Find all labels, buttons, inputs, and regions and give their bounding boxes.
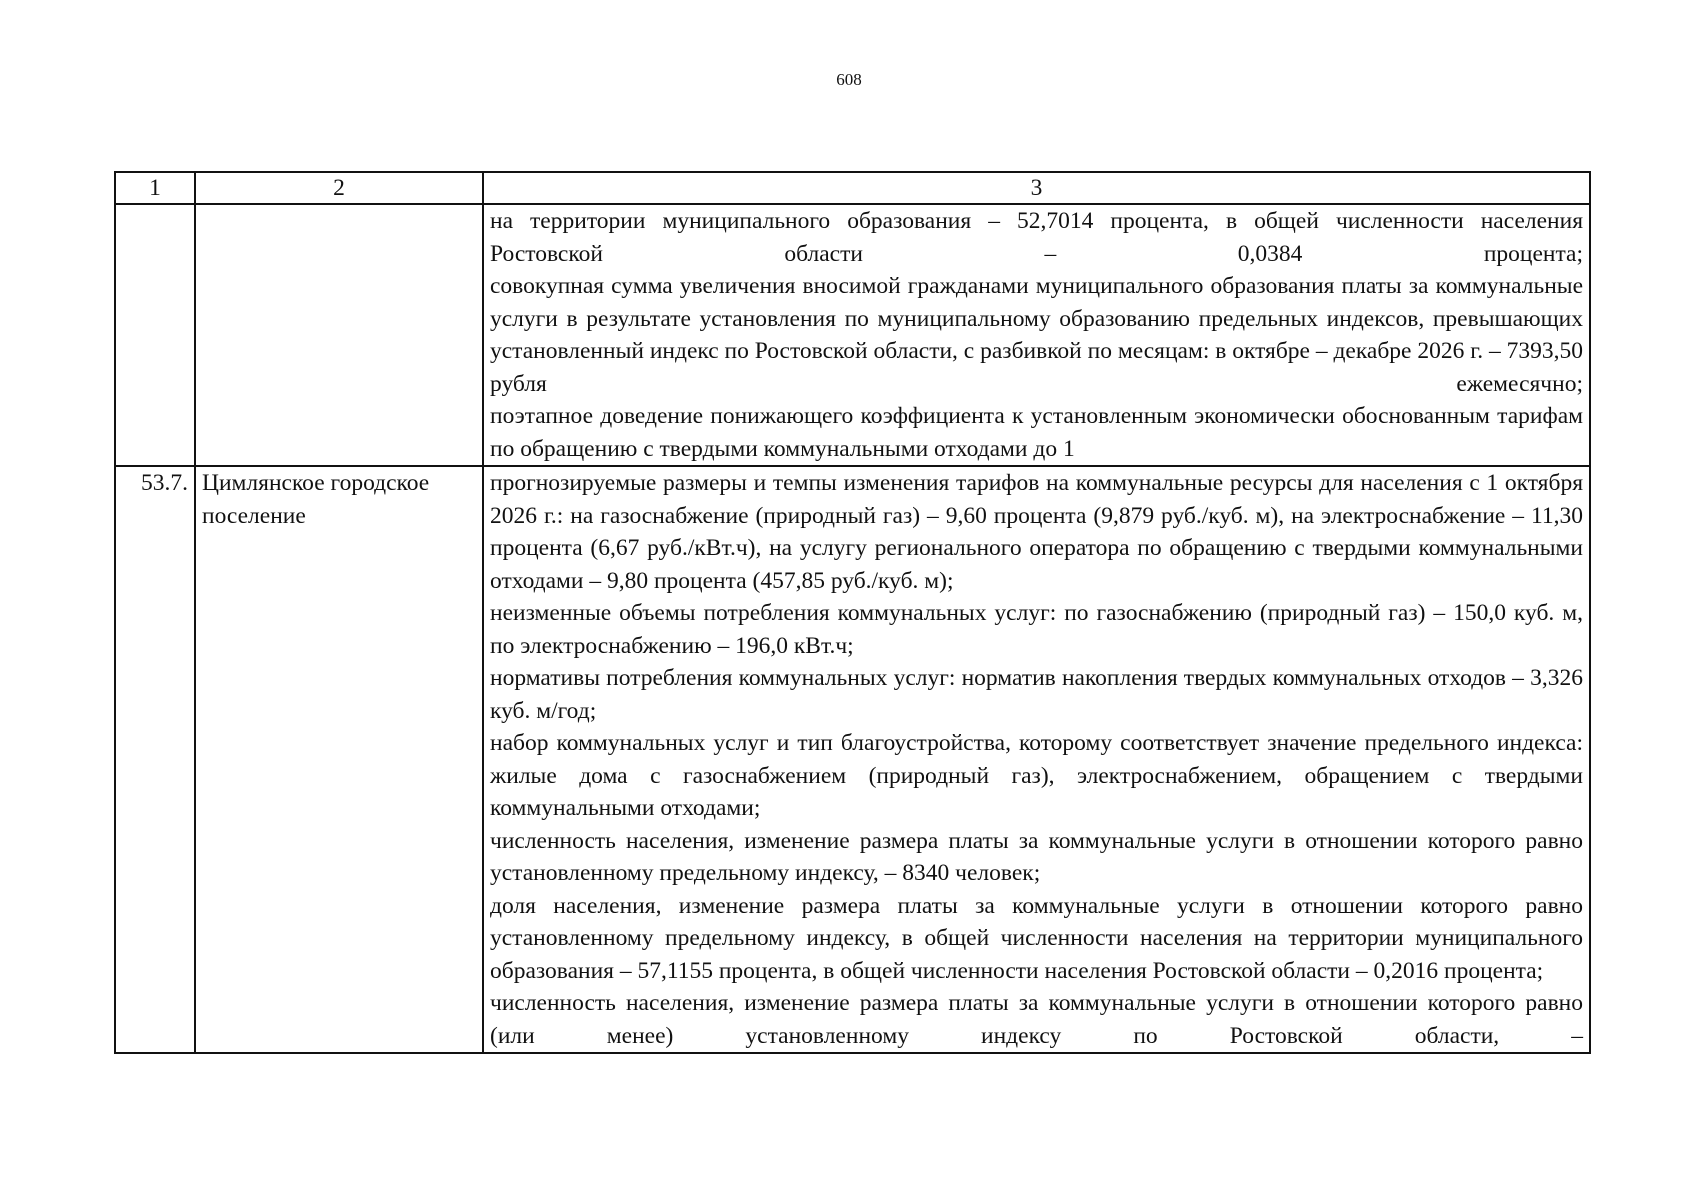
tariff-table — [114, 171, 1591, 1054]
table-header-row — [115, 172, 1590, 204]
column-header-1: 1 — [115, 172, 195, 204]
column-header-2: 2 — [195, 172, 483, 204]
page-number: 608 — [836, 70, 862, 89]
description-paragraph: набор коммунальных услуг и тип благоустройства, которому соответствует значение предельного индекса: жилые дома с газоснабжением (природный газ), электроснабжением, обращением с твердыми коммунальными отходами; — [490, 730, 1583, 821]
description-paragraph: численность населения, изменение размера платы за коммунальные услуги в отношении которого равно установленному предельному индексу, – 8340 человек; — [490, 827, 1583, 886]
description-paragraph: совокупная сумма увеличения вносимой гражданами муниципального образования платы за коммунальные услуги в результате установления по муниципальному образованию предельных индексов, превышающих установленный индекс по Ростовской области, с разбивкой по месяцам: в октябре – декабре 2026 г. – 7393,50 рубля ежемесячно; — [490, 273, 1583, 397]
description-paragraph: поэтапное доведение понижающего коэффициента к установленным экономически обоснованным тарифам по обращению с твердыми коммунальными отходами до 1 — [490, 403, 1583, 462]
municipality-name: Цимлянское городское поселение — [195, 466, 483, 1053]
table-row — [115, 204, 1590, 466]
municipality-name — [195, 204, 483, 466]
row-number — [115, 204, 195, 466]
row-description — [483, 466, 1590, 1053]
description-paragraph: нормативы потребления коммунальных услуг: норматив накопления твердых коммунальных отходов – 3,326 куб. м/год; — [490, 665, 1583, 724]
description-paragraph: прогнозируемые размеры и темпы изменения тарифов на коммунальные ресурсы для населения с 1 октября 2026 г.: на газоснабжение (природный газ) – 9,60 процента (9,879 руб./куб. м), на электроснабжение – 11,30 процента (6,67 руб./кВт.ч), на услугу регионального оператора по обращению с твердыми коммунальными отходами – 9,80 процента (457,85 руб./куб. м); — [490, 470, 1583, 594]
description-paragraph: доля населения, изменение размера платы за коммунальные услуги в отношении которого равно установленному предельному индексу, в общей численности населения на территории муниципального образования – 57,1155 процента, в общей численности населения Ростовской области – 0,2016 процента; — [490, 892, 1583, 984]
column-header-3: 3 — [483, 172, 1590, 204]
row-description — [483, 204, 1590, 466]
description-paragraph: численность населения, изменение размера платы за коммунальные услуги в отношении которого равно (или менее) установленному индексу по Ростовской области, – — [490, 990, 1583, 1049]
description-paragraph: на территории муниципального образования – 52,7014 процента, в общей численности населения Ростовской области – 0,0384 процента; — [490, 208, 1583, 267]
description-paragraph: неизменные объемы потребления коммунальных услуг: по газоснабжению (природный газ) – 150,0 куб. м, по электроснабжению – 196,0 кВт.ч; — [490, 600, 1583, 659]
row-number: 53.7. — [115, 466, 195, 1053]
table-row — [115, 466, 1590, 1053]
